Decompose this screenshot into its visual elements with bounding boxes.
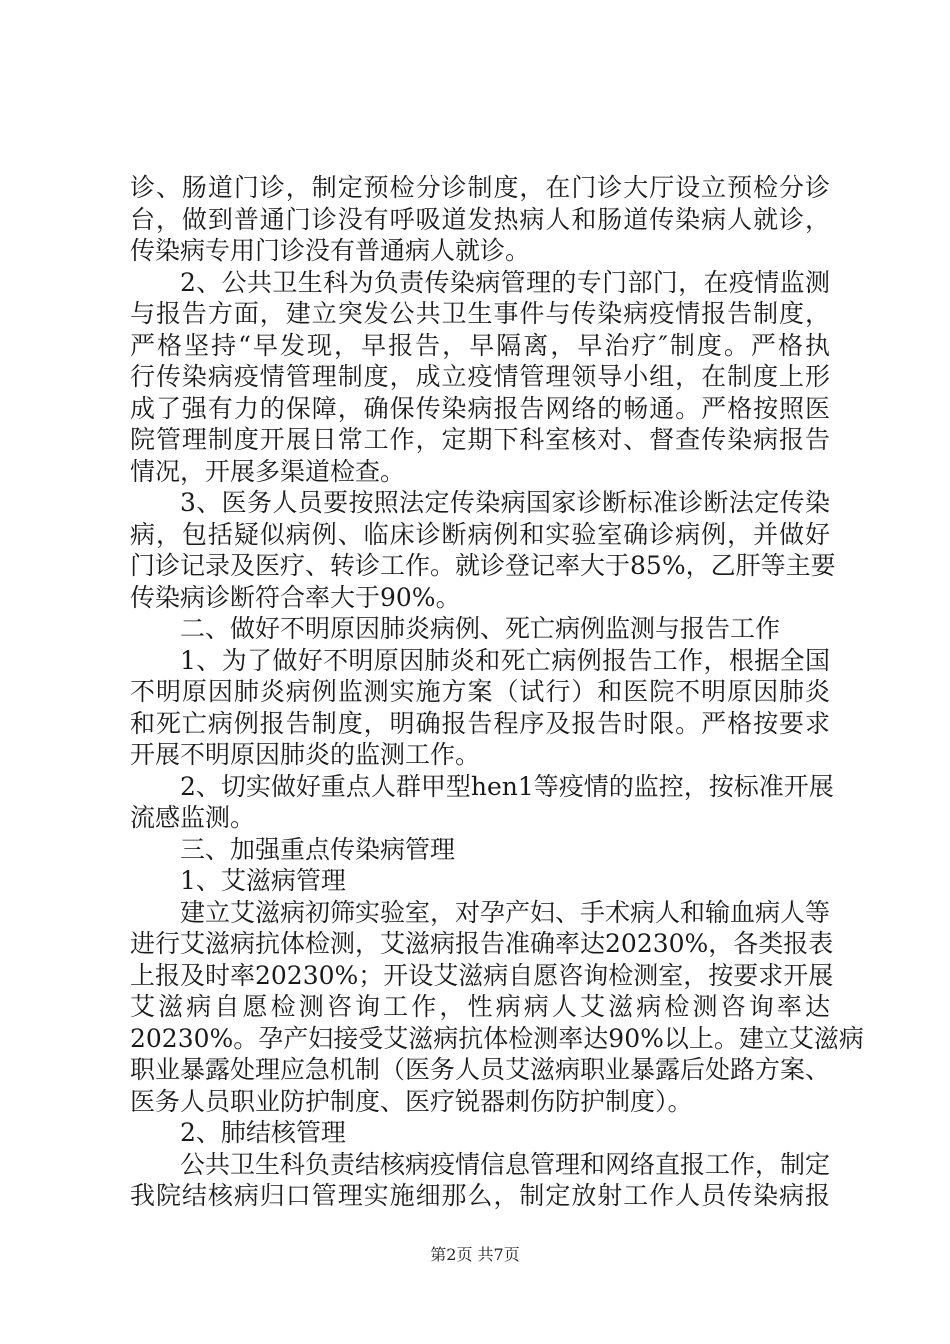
text-line: 20230%。孕产妇接受艾滋病抗体检测率达90%以上。建立艾滋病 [130,1023,864,1053]
text-line: 传染病专用门诊没有普通病人就诊。 [130,236,531,265]
text-line: 艾滋病自愿检测咨询工作，性病病人艾滋病检测咨询率达 [130,992,830,1021]
text-line: 台，做到普通门诊没有呼吸道发热病人和肠道传染病人就诊， [130,204,830,234]
text-line: 门诊记录及医疗、转诊工作。就诊登记率大于85%，乙肝等主要 [130,551,836,580]
body-text [130,172,864,1212]
subsection-heading: 1、艾滋病管理 [180,866,346,895]
text-line: 3、医务人员要按照法定传染病国家诊断标准诊断法定传染 [180,488,830,517]
page-footer [0,1242,950,1265]
text-line: 医务人员职业防护制度、医疗锐器刺伤防护制度）。 [130,1086,693,1116]
page-number: 第2页 共7页 [430,1245,520,1264]
text-line: 成了强有力的保障，确保传染病报告网络的畅通。严格按照医 [130,393,830,423]
text-line: 与报告方面，建立突发公共卫生事件与传染病疫情报告制度， [130,299,830,328]
text-line: 病，包括疑似病例、临床诊断病例和实验室确诊病例，并做好 [130,519,830,549]
text-line: 情况，开展多渠道检查。 [130,456,406,486]
text-line: 传染病诊断符合率大于90%。 [130,582,461,612]
text-line: 进行艾滋病抗体检测，艾滋病报告准确率达20230%，各类报表 [130,929,834,958]
text-line: 1、为了做好不明原因肺炎和死亡病例报告工作，根据全国 [180,645,830,675]
text-line: 流感监测。 [130,803,256,832]
text-line: 我院结核病归口管理实施细那么，制定放射工作人员传染病报 [130,1181,830,1210]
text-line: 上报及时率20230%；开设艾滋病自愿咨询检测室，按要求开展 [130,960,834,990]
text-line: 和死亡病例报告制度，明确报告程序及报告时限。严格按要求 [130,708,830,738]
text-line: 职业暴露处理应急机制（医务人员艾滋病职业暴露后处路方案、 [130,1055,831,1084]
text-line: 不明原因肺炎病例监测实施方案（试行）和医院不明原因肺炎 [130,677,830,706]
text-line: 院管理制度开展日常工作，定期下科室核对、督查传染病报告 [130,425,830,454]
text-line: 建立艾滋病初筛实验室，对孕产妇、手术病人和输血病人等 [180,897,831,927]
text-line: 公共卫生科负责结核病疫情信息管理和网络直报工作，制定 [180,1149,831,1179]
text-line: 开展不明原因肺炎的监测工作。 [130,740,481,769]
text-line: 严格坚持“早发现，早报告，早隔离，早治疗″制度。严格执 [130,330,830,360]
text-line: 行传染病疫情管理制度，成立疫情管理领导小组，在制度上形 [130,362,830,391]
text-line: 2、切实做好重点人群甲型hen1等疫情的监控，按标准开展 [180,771,834,801]
text-line: 诊、肠道门诊，制定预检分诊制度，在门诊大厅设立预检分诊 [130,173,830,202]
text-line: 2、公共卫生科为负责传染病管理的专门部门，在疫情监测 [180,267,830,297]
subsection-heading: 2、肺结核管理 [180,1118,346,1147]
section-heading: 三、加强重点传染病管理 [180,834,456,864]
section-heading: 二、做好不明原因肺炎病例、死亡病例监测与报告工作 [180,614,781,643]
